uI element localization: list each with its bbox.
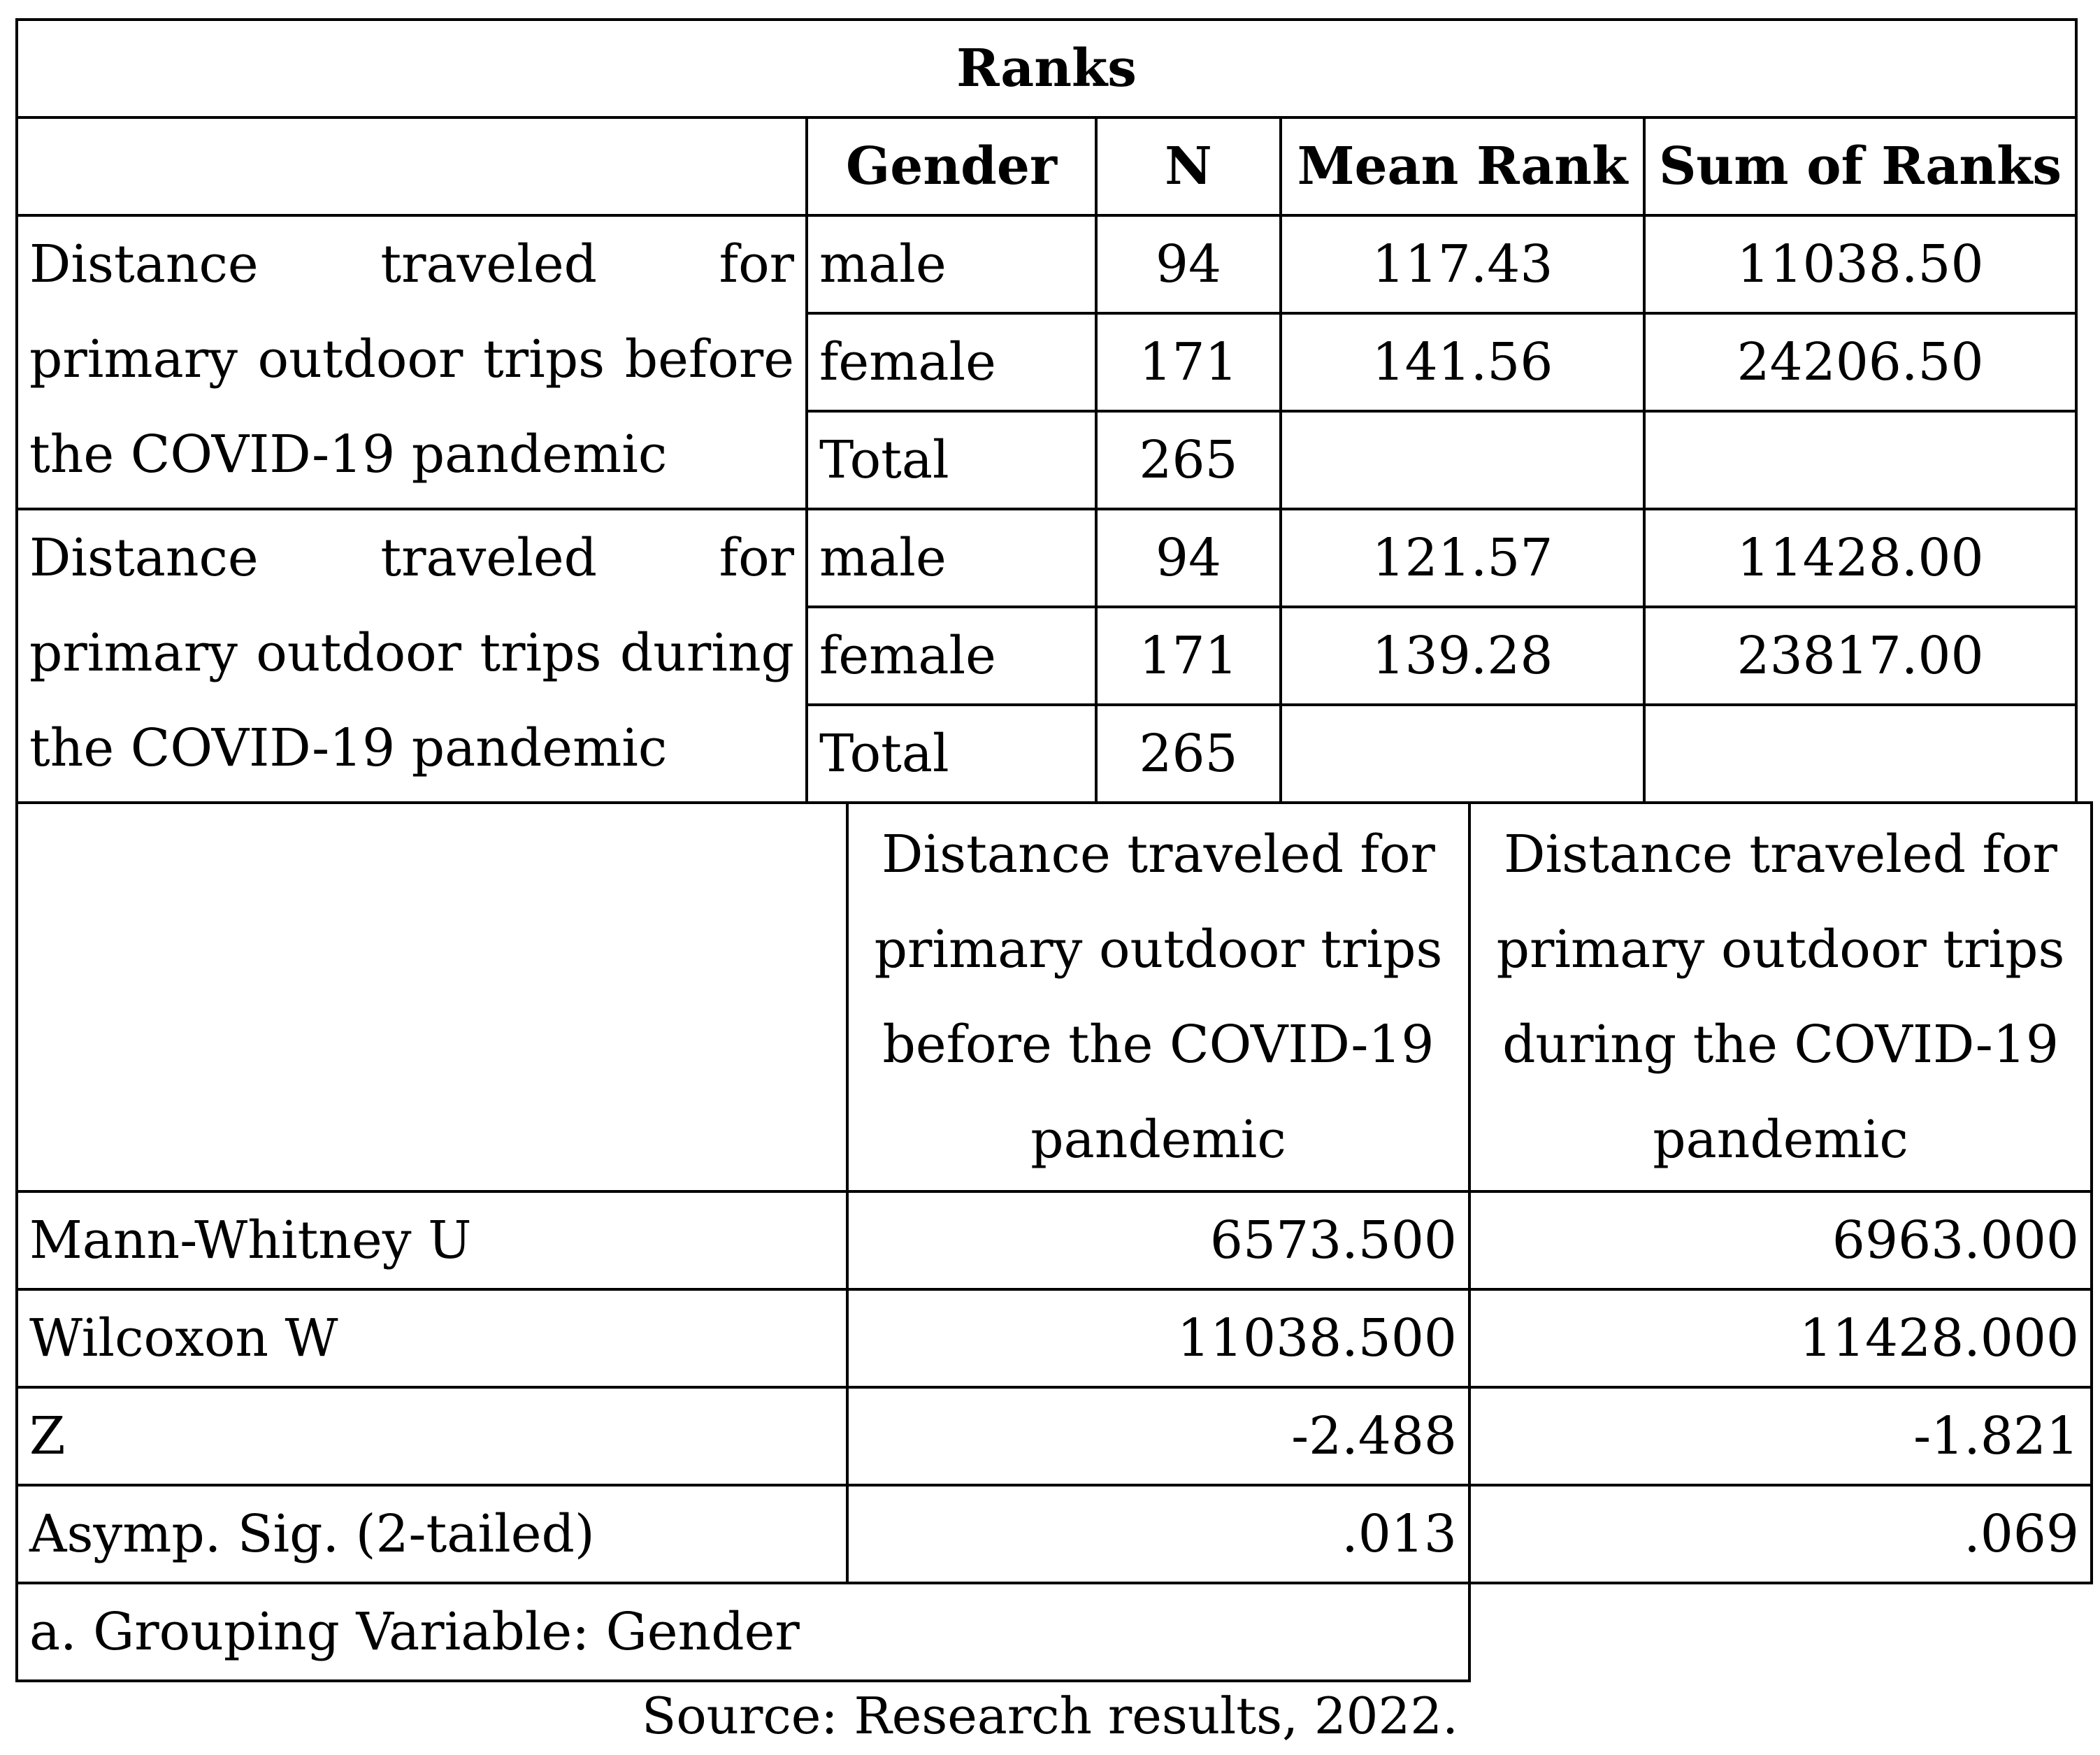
group-label-during: Distance traveled for primary outdoor trips during the COVID-19 pandemic [17, 509, 807, 803]
stat-during-value: 11428.000 [1469, 1289, 2092, 1387]
n-cell: 94 [1096, 215, 1281, 313]
stat-label: Mann-Whitney U [17, 1191, 847, 1289]
mean-rank-cell [1281, 705, 1644, 803]
mean-rank-cell [1281, 411, 1644, 509]
sum-of-ranks-cell [1644, 411, 2076, 509]
stat-label: Asymp. Sig. (2-tailed) [17, 1485, 847, 1583]
gender-cell: Total [807, 705, 1096, 803]
stat-before-value: -2.488 [847, 1387, 1469, 1485]
stats-header-blank [17, 803, 847, 1191]
footnote-spacer [1469, 1583, 2092, 1681]
stat-before-value: .013 [847, 1485, 1469, 1583]
n-cell: 171 [1096, 313, 1281, 411]
header-sum-of-ranks: Sum of Ranks [1644, 117, 2076, 215]
gender-cell: male [807, 215, 1096, 313]
mean-rank-cell: 139.28 [1281, 607, 1644, 705]
sum-of-ranks-cell: 23817.00 [1644, 607, 2076, 705]
stat-label: Wilcoxon W [17, 1289, 847, 1387]
stats-header-before: Distance traveled for primary outdoor trips before the COVID-19 pandemic [847, 803, 1469, 1191]
ranks-header-row [17, 117, 2076, 215]
sum-of-ranks-cell [1644, 705, 2076, 803]
n-cell: 94 [1096, 509, 1281, 607]
n-cell: 265 [1096, 705, 1281, 803]
ranks-table [15, 18, 2078, 804]
sum-of-ranks-cell: 11428.00 [1644, 509, 2076, 607]
sum-of-ranks-cell: 11038.50 [1644, 215, 2076, 313]
stats-header-row [17, 803, 2092, 1191]
ranks-title: Ranks [17, 20, 2076, 117]
gender-cell: male [807, 509, 1096, 607]
stat-label: Z [17, 1387, 847, 1485]
stat-before-value: 11038.500 [847, 1289, 1469, 1387]
test-statistics-table [15, 801, 2093, 1682]
stat-during-value: 6963.000 [1469, 1191, 2092, 1289]
table-row [17, 215, 2076, 313]
table-row [17, 1485, 2092, 1583]
mean-rank-cell: 141.56 [1281, 313, 1644, 411]
table-row [17, 1387, 2092, 1485]
group-label-before: Distance traveled for primary outdoor trips before the COVID-19 pandemic [17, 215, 807, 509]
gender-cell: Total [807, 411, 1096, 509]
sum-of-ranks-cell: 24206.50 [1644, 313, 2076, 411]
gender-cell: female [807, 607, 1096, 705]
header-blank [17, 117, 807, 215]
n-cell: 171 [1096, 607, 1281, 705]
table-row [17, 1191, 2092, 1289]
table-row [17, 1289, 2092, 1387]
stat-during-value: -1.821 [1469, 1387, 2092, 1485]
footnote: a. Grouping Variable: Gender [17, 1583, 1469, 1681]
mean-rank-cell: 121.57 [1281, 509, 1644, 607]
header-mean-rank: Mean Rank [1281, 117, 1644, 215]
gender-cell: female [807, 313, 1096, 411]
ranks-title-row [17, 20, 2076, 117]
stat-during-value: .069 [1469, 1485, 2092, 1583]
header-n: N [1096, 117, 1281, 215]
table-row [17, 509, 2076, 607]
source-caption: Source: Research results, 2022. [642, 1686, 1458, 1745]
header-gender: Gender [807, 117, 1096, 215]
stats-header-during: Distance traveled for primary outdoor trips during the COVID-19 pandemic [1469, 803, 2092, 1191]
mean-rank-cell: 117.43 [1281, 215, 1644, 313]
n-cell: 265 [1096, 411, 1281, 509]
stat-before-value: 6573.500 [847, 1191, 1469, 1289]
footnote-row [17, 1583, 2092, 1681]
